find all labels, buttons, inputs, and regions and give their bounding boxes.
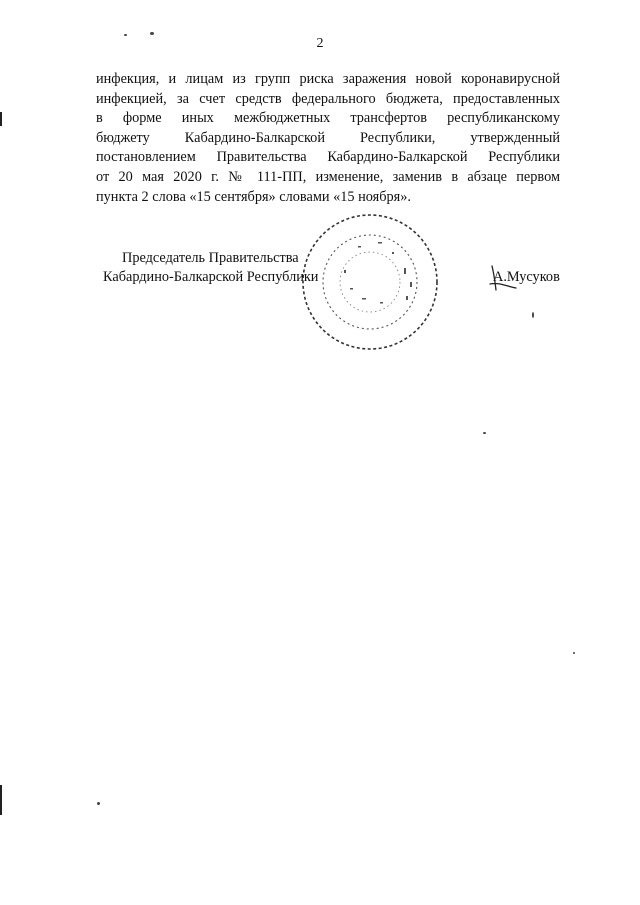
body-line: инфекция, и лицам из групп риска заражения новой коронавирусной: [96, 71, 560, 87]
scan-edge-mark: [0, 112, 2, 126]
scan-speck: [483, 432, 486, 434]
page-number: 2: [316, 36, 324, 51]
scan-speck: [573, 652, 575, 654]
body-line: пункта 2 слова «15 сентября» словами «15 ноября».: [96, 188, 411, 205]
body-line: бюджету Кабардино-Балкарской Республики, утвержденный: [96, 129, 560, 146]
body-paragraph: [96, 70, 560, 207]
signature-block: [60, 244, 640, 344]
scan-edge-mark: [0, 785, 2, 815]
scan-speck: [150, 32, 154, 35]
body-line: от 20 мая 2020 г. № 111-ПП, изменение, заменив в абзаце первом: [96, 168, 560, 185]
scan-speck: [97, 802, 100, 805]
signatory-name: А.Мусуков: [493, 269, 560, 285]
body-line: в форме иных межбюджетных трансфертов республиканскому: [96, 110, 560, 127]
signatory-title-line-1: Председатель Правительства: [122, 250, 299, 266]
body-line: постановлением Правительства Кабардино-Балкарской Республики: [96, 149, 560, 166]
handwritten-signature: [486, 262, 522, 294]
body-line: инфекцией, за счет средств федерального бюджета, предоставленных: [96, 90, 560, 107]
signatory-title-line-2: Кабардино-Балкарской Республики: [103, 269, 319, 285]
